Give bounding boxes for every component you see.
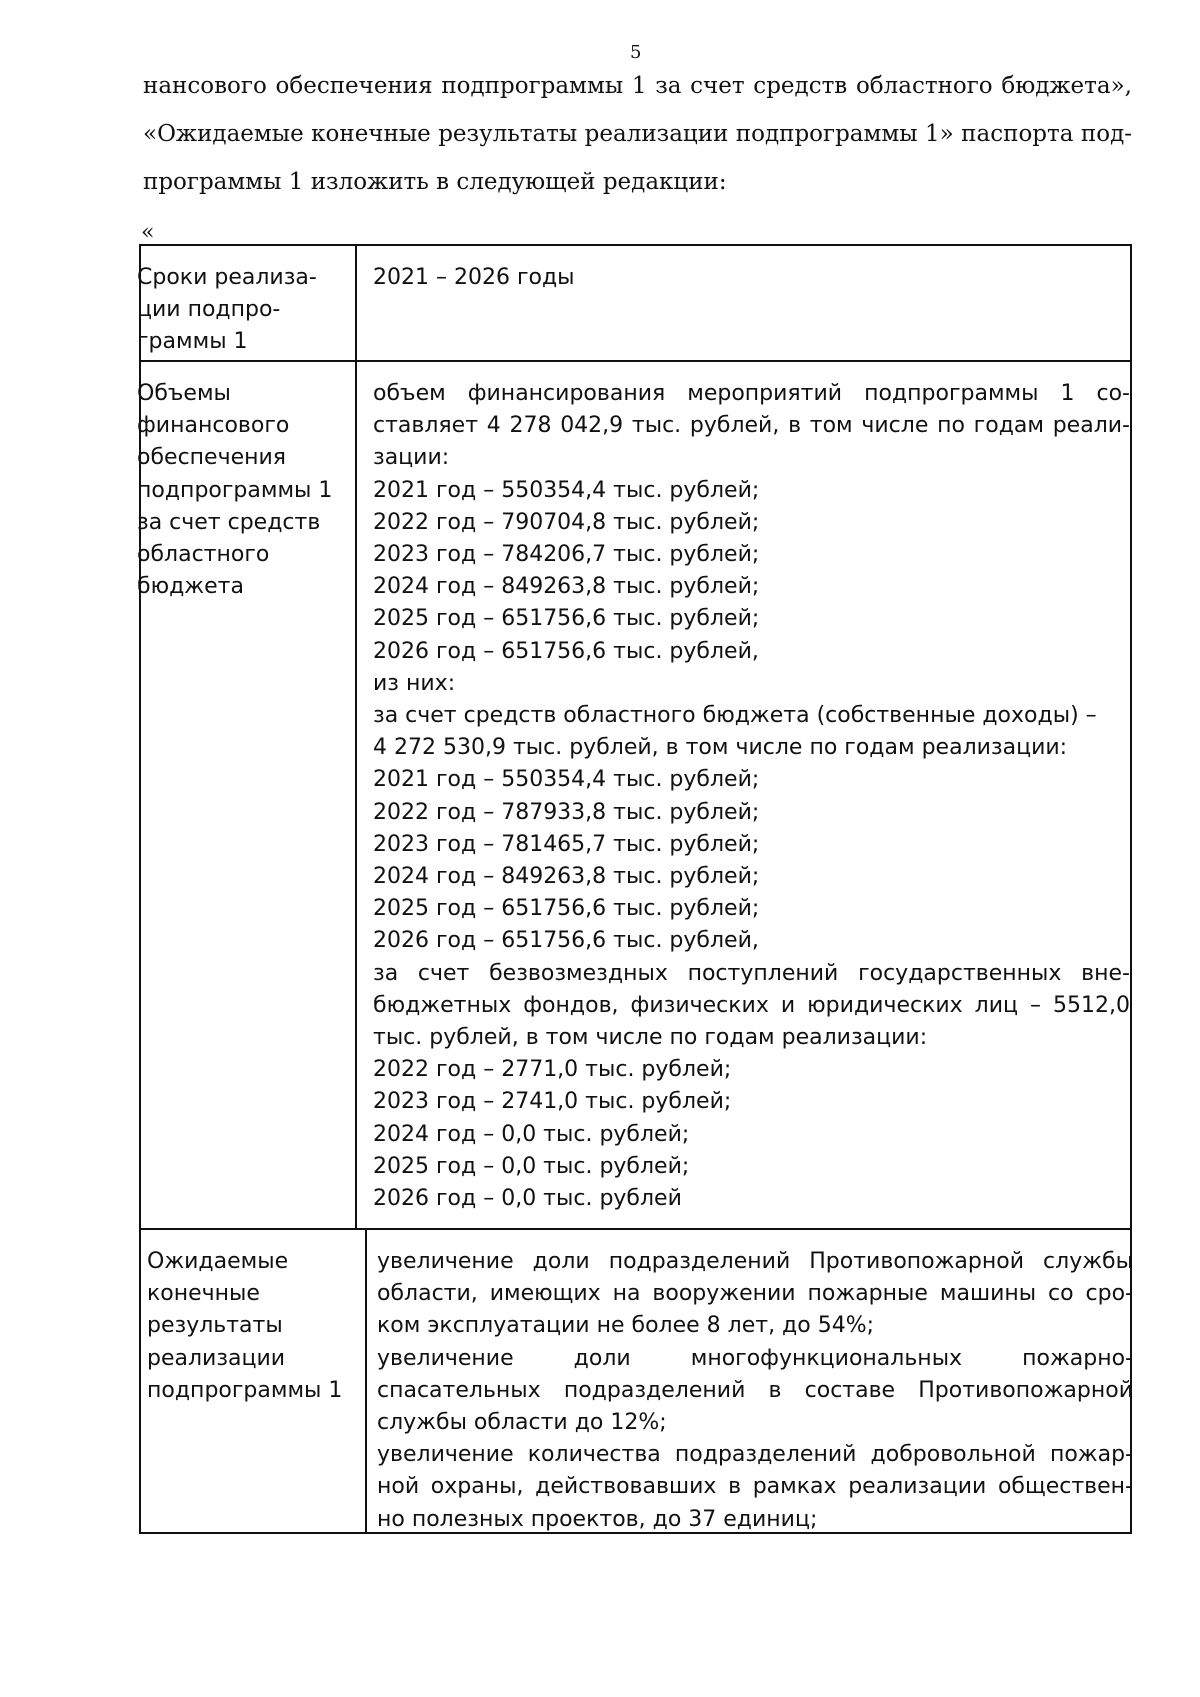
row-value-cell <box>373 362 1130 1228</box>
intro-paragraph <box>143 62 1132 206</box>
row-value-line: ной охраны, действовавших в рамках реализации обществен- <box>377 1474 1133 1500</box>
row-value-line: но полезных проектов, до 37 единиц; <box>377 1506 818 1532</box>
row-label-line: реализации <box>147 1345 286 1371</box>
row-value-line: увеличение количества подразделений добровольной пожар- <box>377 1442 1133 1468</box>
column-divider <box>355 246 357 360</box>
row-value-line: зации: <box>373 445 450 471</box>
row-value-line: спасательных подразделений в составе Противопожарной <box>377 1377 1133 1403</box>
row-value-line: ком эксплуатации не более 8 лет, до 54%; <box>377 1313 875 1339</box>
row-value-line: 2022 год – 787933,8 тыс. рублей; <box>373 799 760 825</box>
row-value-line: 2025 год – 0,0 тыс. рублей; <box>373 1153 690 1179</box>
row-value-line: 2026 год – 651756,6 тыс. рублей, <box>373 638 759 664</box>
row-value-line: увеличение доли подразделений Противопожарной службы <box>377 1249 1133 1274</box>
row-value-line: 2021 год – 550354,4 тыс. рублей; <box>373 477 760 503</box>
row-label-line: результаты <box>147 1313 283 1339</box>
row-value-line: 2026 год – 651756,6 тыс. рублей, <box>373 928 759 954</box>
row-value-line: 2023 год – 781465,7 тыс. рублей; <box>373 831 760 857</box>
row-value-line: тыс. рублей, в том числе по годам реализации: <box>373 1025 928 1051</box>
row-label-cell <box>137 246 355 360</box>
row-value-cell <box>373 246 1130 360</box>
intro-line: нансового обеспечения подпрограммы 1 за счет средств областного бюджета», <box>143 73 1132 99</box>
row-value-line: 2026 год – 0,0 тыс. рублей <box>373 1186 682 1212</box>
row-value-line: 2024 год – 849263,8 тыс. рублей; <box>373 574 760 600</box>
opening-quote-mark: « <box>141 220 155 245</box>
row-label-line: ции подпро- <box>137 297 281 323</box>
row-value-line: за счет средств областного бюджета (собственные доходы) – <box>373 703 1097 729</box>
row-value-line: 2024 год – 849263,8 тыс. рублей; <box>373 864 760 890</box>
row-value-line: 2024 год – 0,0 тыс. рублей; <box>373 1121 690 1147</box>
row-value-line: из них: <box>373 670 456 696</box>
row-value-line: за счет безвозмездных поступлений государственных вне- <box>373 960 1130 986</box>
row-label-line: Объемы <box>137 381 231 406</box>
row-label-line: областного <box>137 542 270 568</box>
row-value-line: бюджетных фондов, физических и юридических лиц – 5512,0 <box>373 992 1130 1018</box>
page-number: 5 <box>630 42 642 63</box>
row-value-line: 2023 год – 2741,0 тыс. рублей; <box>373 1089 732 1115</box>
row-value-line: 2025 год – 651756,6 тыс. рублей; <box>373 896 760 922</box>
row-value-line: области, имеющих на вооружении пожарные машины со сро- <box>377 1281 1133 1307</box>
column-divider <box>355 362 357 1228</box>
row-label-line: подпрограммы 1 <box>147 1377 343 1403</box>
intro-line: «Ожидаемые конечные результаты реализации подпрограммы 1» паспорта под- <box>143 121 1132 147</box>
row-label-line: Сроки реализа- <box>137 265 317 290</box>
row-label-line: подпрограммы 1 <box>137 477 333 503</box>
subprogram-passport-table <box>139 244 1132 1534</box>
row-label-line: граммы 1 <box>137 329 248 355</box>
row-label-line: бюджета <box>137 574 244 600</box>
row-value-line: объем финансирования мероприятий подпрограммы 1 со- <box>373 381 1130 406</box>
row-value-line: 4 272 530,9 тыс. рублей, в том числе по годам реализации: <box>373 735 1068 761</box>
row-value-line: ставляет 4 278 042,9 тыс. рублей, в том числе по годам реали- <box>373 413 1130 439</box>
row-value-line: службы области до 12%; <box>377 1410 667 1436</box>
row-value-line: увеличение доли многофункциональных пожарно- <box>377 1345 1133 1371</box>
row-value-line: 2023 год – 784206,7 тыс. рублей; <box>373 542 760 568</box>
table-row-implementation-period <box>137 246 1130 362</box>
row-label-line: обеспечения <box>137 445 287 471</box>
row-value-line: 2025 год – 651756,6 тыс. рублей; <box>373 606 760 632</box>
row-label-cell <box>137 362 355 1228</box>
row-value-cell <box>377 1230 1133 1532</box>
row-value-line: 2021 – 2026 годы <box>373 265 575 290</box>
row-value-line: 2022 год – 790704,8 тыс. рублей; <box>373 509 760 535</box>
table-row-expected-results <box>141 1230 1133 1532</box>
table-row-financing-volumes <box>137 362 1130 1230</box>
row-label-line: финансового <box>137 413 290 439</box>
row-value-line: 2021 год – 550354,4 тыс. рублей; <box>373 767 760 793</box>
row-label-cell <box>141 1230 355 1532</box>
row-label-line: за счет средств <box>137 509 321 535</box>
column-divider <box>365 1230 367 1532</box>
row-label-line: конечные <box>147 1281 260 1307</box>
intro-line: программы 1 изложить в следующей редакции: <box>143 169 727 195</box>
row-label-line: Ожидаемые <box>147 1249 289 1274</box>
row-value-line: 2022 год – 2771,0 тыс. рублей; <box>373 1057 732 1083</box>
